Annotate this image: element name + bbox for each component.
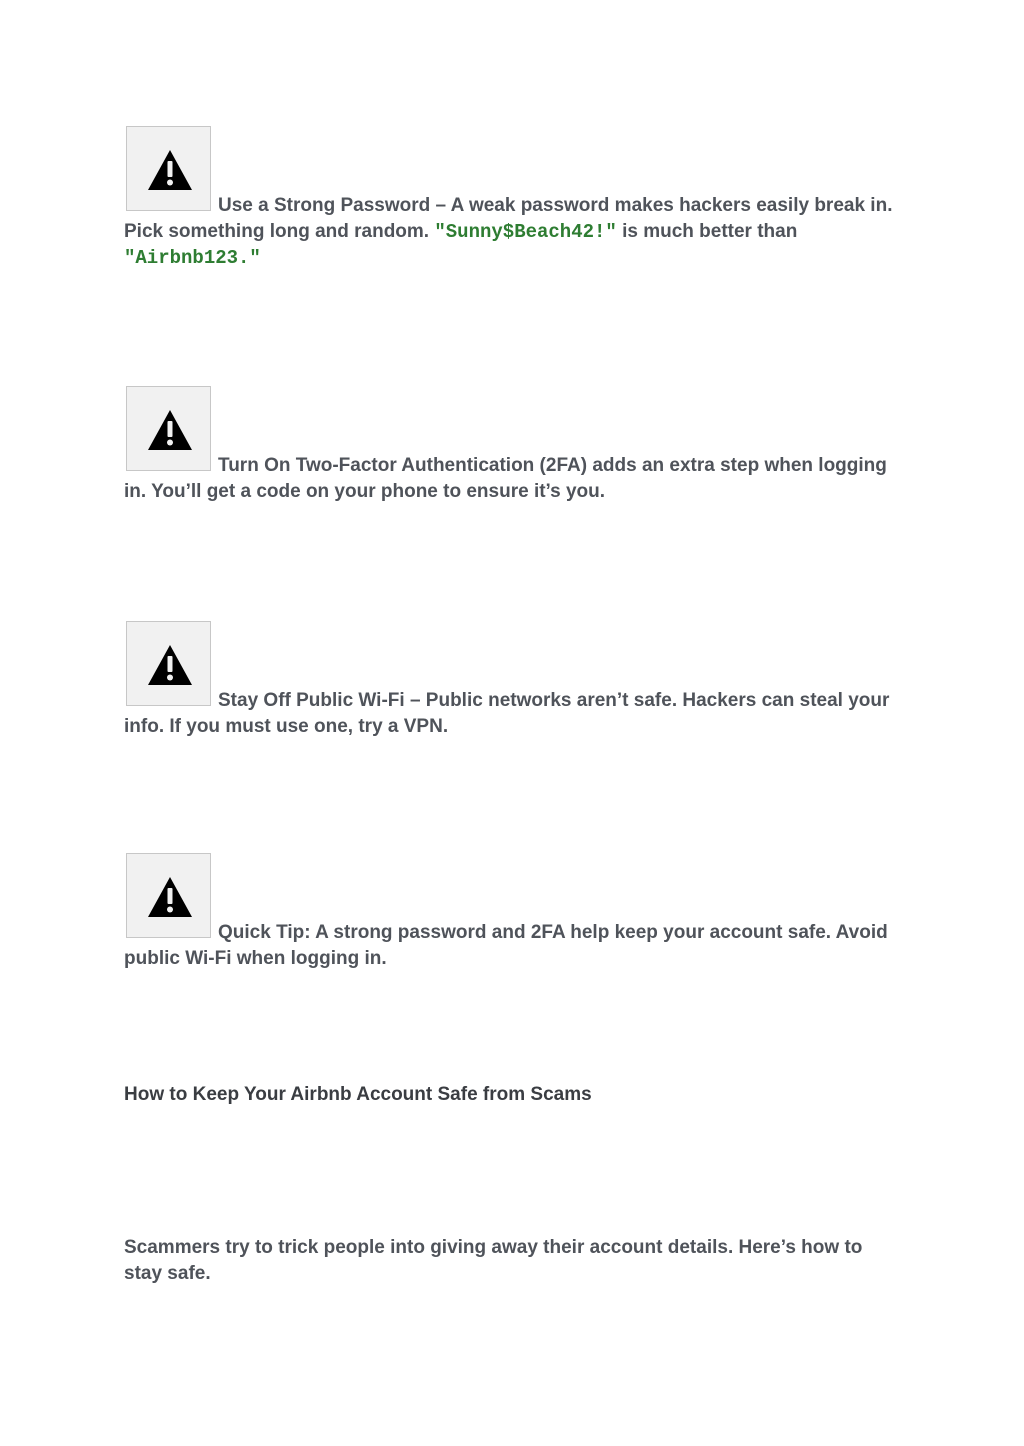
tip-strong-password: [124, 126, 904, 271]
tip-quick: [124, 853, 904, 972]
example-strong-password: "Sunny$Beach42!": [434, 221, 617, 243]
warning-icon: [126, 386, 211, 471]
warning-icon: [126, 126, 211, 211]
warning-icon: [126, 853, 211, 938]
tip-text-middle: is much better than: [616, 221, 798, 242]
warning-icon: [126, 621, 211, 706]
tip-text: Use a Strong Password – A weak password makes hackers easily break in. Pick something long and random.: [124, 195, 893, 242]
tip-public-wifi: [124, 621, 904, 740]
example-weak-password: "Airbnb123.": [124, 247, 261, 269]
tip-text: Stay Off Public Wi-Fi – Public networks aren’t safe. Hackers can steal your info. If you must use one, try a VPN.: [124, 690, 890, 737]
tip-text: Turn On Two-Factor Authentication (2FA) adds an extra step when logging in. You’ll get a code on your phone to ensure it’s you.: [124, 455, 887, 502]
section-intro: Scammers try to trick people into giving away their account details. Here’s how to stay safe.: [124, 1237, 863, 1284]
tip-text: Quick Tip: A strong password and 2FA help keep your account safe. Avoid public Wi-Fi when logging in.: [124, 922, 888, 969]
tip-two-factor: [124, 386, 904, 505]
section-heading: How to Keep Your Airbnb Account Safe from Scams: [124, 1084, 592, 1105]
